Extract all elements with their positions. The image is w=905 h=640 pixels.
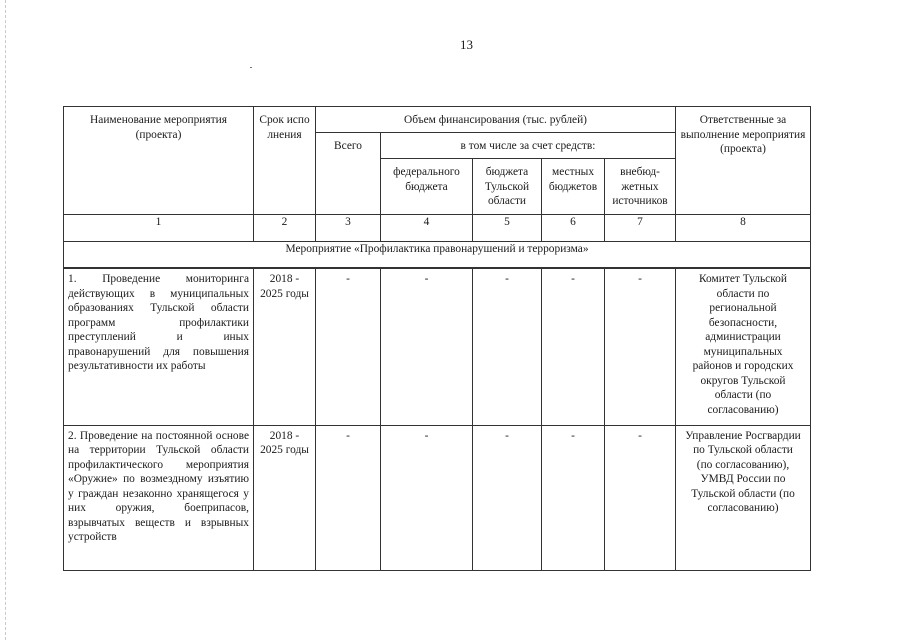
- section-row: [64, 242, 811, 269]
- column-number: 6: [542, 215, 605, 242]
- header-term-text: Срок исполнения: [259, 114, 310, 141]
- header-financing-text: Объем финансирования (тыс. рублей): [404, 114, 587, 126]
- header-including-text: в том числе за счет средств:: [460, 140, 596, 152]
- row-regional: -: [473, 425, 542, 570]
- header-federal-text: федерального бюджета: [393, 166, 460, 193]
- section-title: Мероприятие «Профилактика правонарушений и терроризма»: [64, 242, 811, 269]
- row-name: 1. Проведение мониторинга действующих в муниципальных образованиях Тульской области программ профилактики преступлений и иных правонарушений для повышения результативности их работы: [64, 268, 254, 425]
- header-name-text: Наименование мероприятия (проекта): [90, 114, 227, 141]
- column-number: 4: [381, 215, 473, 242]
- scan-speck: [250, 67, 252, 68]
- header-extrabudget: [605, 159, 676, 215]
- row-federal: -: [381, 268, 473, 425]
- row-term-text: 2018 - 2025 годы: [260, 273, 309, 300]
- row-extrabudget: -: [605, 268, 676, 425]
- header-term: [254, 107, 316, 215]
- row-term: [254, 268, 316, 425]
- header-total: [316, 133, 381, 215]
- column-number: 3: [316, 215, 381, 242]
- financing-table: [63, 106, 811, 571]
- row-regional: -: [473, 268, 542, 425]
- column-number-row: [64, 215, 811, 242]
- row-local: -: [542, 268, 605, 425]
- column-number: 1: [64, 215, 254, 242]
- header-responsible: [676, 107, 811, 215]
- column-number: 8: [676, 215, 811, 242]
- column-number: 5: [473, 215, 542, 242]
- header-name: [64, 107, 254, 215]
- page-number: 13: [460, 37, 473, 52]
- header-local-text: местных бюджетов: [548, 166, 598, 193]
- row-responsible: [676, 425, 811, 570]
- row-total: -: [316, 425, 381, 570]
- header-local: [542, 159, 605, 215]
- header-financing: [316, 107, 676, 133]
- row-extrabudget: -: [605, 425, 676, 570]
- header-regional-text: бюджета Тульской области: [484, 166, 530, 207]
- table-row: [64, 268, 811, 425]
- row-name: 2. Проведение на постоянной основе на территории Тульской области профилактического мероприятия «Оружие» по возмездному изъятию у граждан незаконно хранящегося у них оружия, боеприпасов, взрывчатых веществ и взрывных устройств: [64, 425, 254, 570]
- page-left-edge: [5, 0, 6, 640]
- row-federal: -: [381, 425, 473, 570]
- column-number: 7: [605, 215, 676, 242]
- header-extrabudget-text: внебюд-жетных источников: [612, 166, 668, 207]
- column-number: 2: [254, 215, 316, 242]
- header-total-text: Всего: [334, 140, 362, 152]
- row-term-text: 2018 - 2025 годы: [260, 429, 309, 456]
- row-responsible: [676, 268, 811, 425]
- header-including: [381, 133, 676, 159]
- row-responsible-text: Комитет Тульской области по региональной безопасности, администрации муниципальных районов и городских округов Тульской области (по согласованию): [692, 273, 794, 416]
- row-total: -: [316, 268, 381, 425]
- header-responsible-text: Ответственные за выполнение мероприятия (проекта): [680, 114, 806, 155]
- header-regional: [473, 159, 542, 215]
- header-row-1: [64, 107, 811, 133]
- header-federal: [381, 159, 473, 215]
- row-responsible-text: Управление Росгвардии по Тульской области (по согласованию), УМВД России по Тульской области (по согласованию): [685, 429, 801, 514]
- row-local: -: [542, 425, 605, 570]
- table-row: [64, 425, 811, 570]
- row-term: [254, 425, 316, 570]
